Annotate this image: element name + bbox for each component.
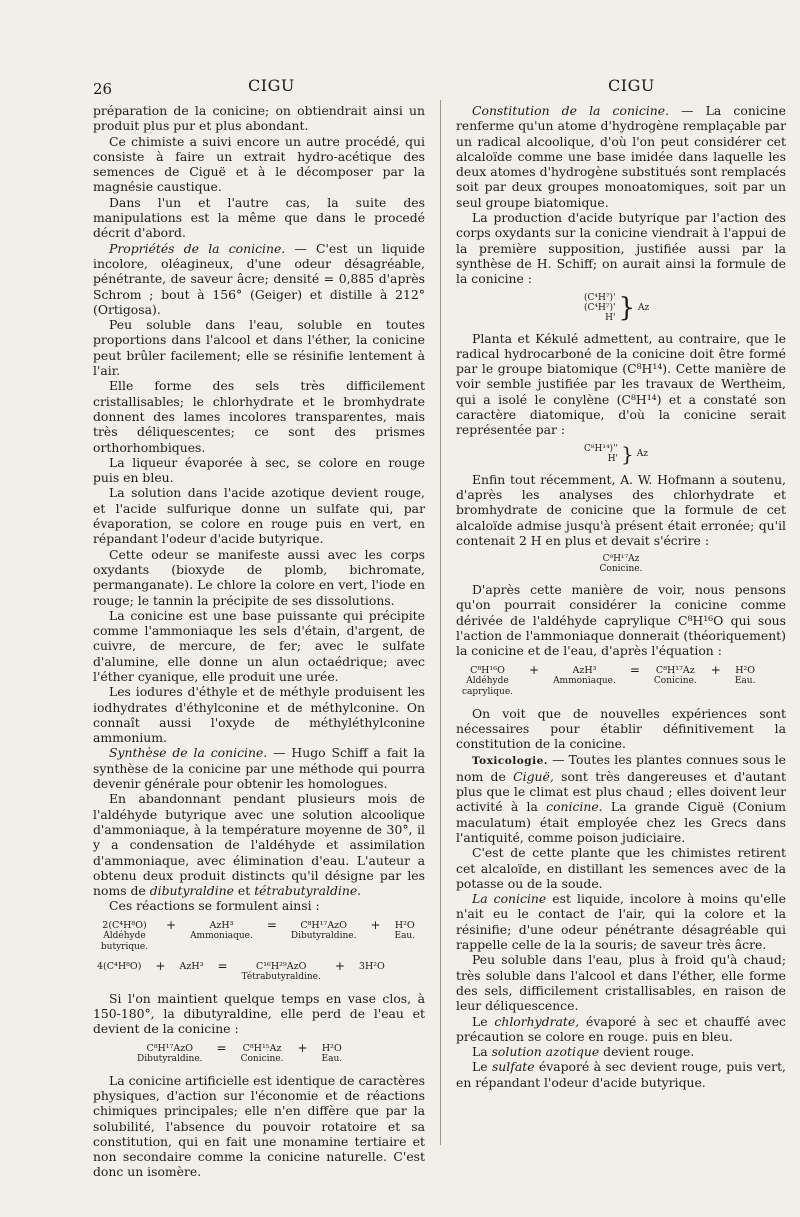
paragraph: Le sulfate évaporé à sec devient rouge, puis vert, en répandant l'odeur d'acide butyrique. bbox=[456, 1059, 787, 1090]
section-heading: Constitution de la conicine. bbox=[472, 103, 670, 118]
paragraph: Peu soluble dans l'eau, soluble en toutes proportions dans l'alcool et dans l'éther, la conicine peut brûler facilement; elle se résinifie lentement à l'air. bbox=[93, 317, 425, 379]
paragraph: préparation de la conicine; on obtiendrait ainsi un produit plus pur et plus abondant. bbox=[93, 103, 425, 134]
paragraph: Toxicologie. — Toutes les plantes connues sous le nom de Ciguë, sont très dangereuses et d'autant plus que le climat est plus chaud ; elles doivent leur activité à la conicine. La grande Ciguë (Conium maculatum) était employée chez les Grecs dans l'antiquité, comme poison judiciaire. bbox=[456, 751, 786, 845]
section-heading: Synthèse de la conicine. bbox=[109, 745, 268, 761]
paragraph: La conicine artificielle est identique de caractères physiques, d'action sur l'économie et de réactions chimiques principales; elle n'en diffère que par la solubilité, l'absence du pouvoir rotatoire et sa constitution, qui en fait une monamine tertiaire et non secondaire comme la conicine naturelle. C'est donc un isomère. bbox=[93, 1072, 425, 1180]
chemical-formula: C⁸H¹⁷Az Conicine. bbox=[599, 554, 643, 575]
paragraph: Propriétés de la conicine. — C'est un liquide incolore, oléagineux, d'une odeur désagréable, pénétrante, de saveur âcre; densité = 0,885 d'après Schrom ; bout à 156° (Geiger) et distille à 212° (Ortigosa). bbox=[93, 240, 426, 317]
page-number: 26 bbox=[93, 80, 113, 98]
paragraph: En abandonnant pendant plusieurs mois de l'aldéhyde butyrique avec une solution alcoolique d'ammoniaque, à la température moyenne de 30°, il y a condensation de l'aldéhyde et assimilation d'ammoniaque, avec élimination d'eau. L'auteur a obtenu deux produit distincts qu'il désigne par les noms de dibutyraldine et tétrabutyraldine. bbox=[93, 791, 425, 899]
section-heading: Propriétés de la conicine. bbox=[109, 240, 286, 256]
paragraph: On voit que de nouvelles expériences sont nécessaires pour établir définitivement la constitution de la conicine. bbox=[456, 705, 786, 752]
paragraph: Dans l'un et l'autre cas, la suite des manipulations est la même que dans le procedé décrit d'abord. bbox=[93, 194, 425, 241]
paragraph: Constitution de la conicine. — La conicine renferme qu'un atome d'hydrogène remplaçable par un radical alcoolique, d'où l'on peut considérer cet alcaloïde comme une base imidée dans laquelle les deux atomes d'hydrogène substitués sont remplacés soit par deux groupes monoatomiques, soit par un seul groupe biatomique. bbox=[456, 103, 786, 210]
chemical-equation: 2(C⁴H⁸O) + AzH³ = C⁸H¹⁷AzO + H²O Aldéhyde butyrique. Ammoniaque. Dibutyraldine. Eau. bbox=[100, 917, 416, 952]
paragraph: La production d'acide butyrique par l'action des corps oxydants sur la conicine viendrait à l'appui de la première supposition, justifiée aussi par la synthèse de H. Schiff; on aurait ainsi la formule de la conicine : bbox=[456, 210, 786, 287]
paragraph: La solution azotique devient rouge. bbox=[472, 1044, 695, 1060]
paragraph: La liqueur évaporée à sec, se colore en rouge puis en bleu. bbox=[93, 454, 425, 486]
paragraph: C'est de cette plante que les chimistes retirent cet alcaloïde, en distillant les semences avec de la potasse ou de la soude. bbox=[456, 845, 786, 891]
paragraph: D'après cette manière de voir, nous pensons qu'on pourrait considérer la conicine comme dérivée de l'aldéhyde caprylique C⁸H¹⁶O qui sous l'action de l'ammoniaque donnerait (théoriquement) la conicine et de l'eau, d'après l'équation : bbox=[456, 582, 786, 659]
paragraph: La conicine est une base puissante qui précipite comme l'ammoniaque les sels d'étain, d'argent, de cuivre, de mercure, de fer; avec le sulfate d'alumine, elle donne un alun octaédrique; avec l'éther cyanique, elle produit une urée. bbox=[93, 607, 425, 684]
chemical-equation: 4(C⁴H⁸O) + AzH³ = C¹⁶H²⁹AzO + 3H²O Tétrabutyraldine. bbox=[97, 958, 385, 982]
chemical-formula: (C⁴H⁷)' (C⁴H⁷)' H' } Az bbox=[584, 292, 650, 323]
running-head-left: CIGU bbox=[248, 76, 295, 95]
paragraph: Peu soluble dans l'eau, plus à froid qu'à chaud; très soluble dans l'alcool et dans l'éther, elle forme des sels, difficilement cristallisables, en raison de leur déliquescence. bbox=[456, 952, 786, 1014]
chemical-equation: C⁸H¹⁶O + AzH³ = C⁸H¹⁷Az + H²O Aldéhyde caprylique. Ammoniaque. Conicine. Eau. bbox=[461, 662, 756, 697]
paragraph: Cette odeur se manifeste aussi avec les corps oxydants (bioxyde de plomb, bichromate, permanganate). Le chlore la colore en vert, l'iode en rouge; le tannin la précipite de ses dissolutions. bbox=[93, 546, 425, 608]
right-column bbox=[456, 103, 786, 1090]
paragraph: Le chlorhydrate, évaporé à sec et chauffé avec précaution se colore en rouge. puis en bleu. bbox=[456, 1013, 786, 1044]
paragraph: Enfin tout récemment, A. W. Hofmann a soutenu, d'après les analyses des chlorhydrate et bromhydrate de conicine que la formule de cet alcaloïde admise jusqu'à présent était erronée; qu'il contenait 2 H en plus et devait s'écrire : bbox=[456, 471, 786, 548]
paragraph: Les iodures d'éthyle et de méthyle produisent les iodhydrates d'éthylconine et de méthylconine. On connaît aussi l'oxyde de méthyléthylconine ammonium. bbox=[93, 684, 425, 746]
paragraph: La solution dans l'acide azotique devient rouge, et l'acide sulfurique donne un sulfate qui, par évaporation, se colore en rouge puis en vert, en répandant l'odeur d'acide butyrique. bbox=[93, 485, 425, 547]
chemical-formula: C⁸H¹⁴)'' H' } Az bbox=[584, 441, 649, 466]
left-column bbox=[93, 103, 425, 1180]
column-divider bbox=[440, 100, 441, 1145]
chemical-equation: C⁸H¹⁷AzO = C⁸H¹⁵Az + H²O Dibutyraldine. Conicine. Eau. bbox=[137, 1040, 343, 1064]
paragraph: Si l'on maintient quelque temps en vase clos, à 150-180°, la dibutyraldine, elle perd de l'eau et devient de la conicine : bbox=[93, 990, 425, 1037]
paragraph: Elle forme des sels très difficilement cristallisables; le chlorhydrate et le bromhydrate donnent des lames incolores transparentes, mais très déliquescentes; ce sont des prismes orthorhombiques. bbox=[93, 378, 425, 455]
paragraph: Synthèse de la conicine. — Hugo Schiff a fait la synthèse de la conicine par une méthode qui pourra devenir générale pour obtenir les homologues. bbox=[93, 745, 425, 792]
section-heading: Toxicologie. bbox=[472, 754, 548, 767]
paragraph: Ces réactions se formulent ainsi : bbox=[109, 898, 320, 914]
paragraph: Planta et Kékulé admettent, au contraire, que le radical hydrocarboné de la conicine doit être formé par le groupe biatomique (C⁸H¹⁴). Cette manière de voir semble justifiée par les travaux de Wertheim, qui a isolé le conylène (C⁸H¹⁴) et a constaté son caractère diatomique, d'où la conicine serait représentée par : bbox=[456, 330, 786, 438]
paragraph: Ce chimiste a suivi encore un autre procédé, qui consiste à faire un extrait hydro-acétique des semences de Ciguë et à le décomposer par la magnésie caustique. bbox=[93, 133, 425, 195]
paragraph: La conicine est liquide, incolore à moins qu'elle n'ait eu le contact de l'air, qui la colore et la résinifie; d'une odeur pénétrante désagréable qui rappelle celle de la la souris; de saveur très âcre. bbox=[456, 891, 786, 953]
running-head-right: CIGU bbox=[608, 76, 655, 95]
